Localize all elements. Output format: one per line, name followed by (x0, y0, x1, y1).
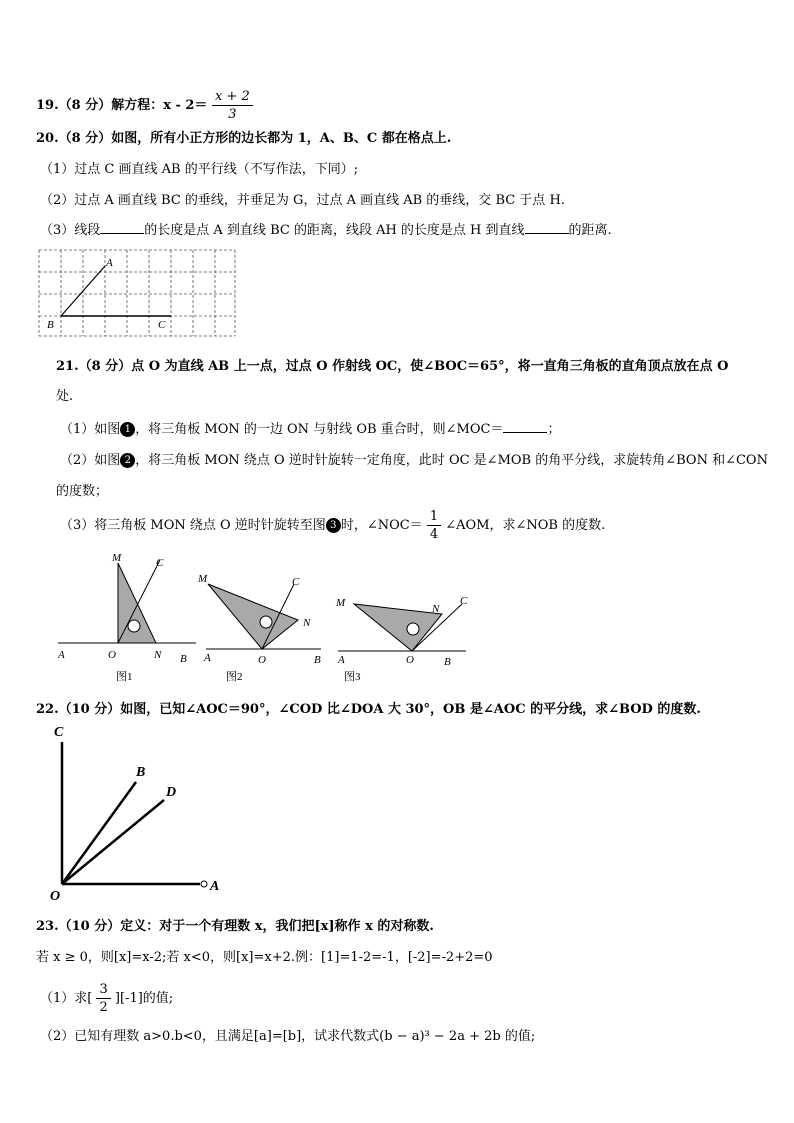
q23-frac-num: 3 (96, 983, 110, 999)
fig2-label-m: M (198, 573, 208, 585)
q21-frac-den: 4 (429, 527, 439, 542)
q21-head: 21.（8 分）点 O 为直线 AB 上一点，过点 O 作射线 OC，使∠BOC＝65°，将一直角三角板的直角顶点放在点 O (56, 359, 729, 374)
q22-label-d: D (166, 785, 177, 800)
q22-label-o: O (50, 889, 61, 900)
fig-number-badge: 2 (120, 453, 135, 468)
point-b-label: B (47, 319, 54, 331)
fig3-label-c: C (460, 595, 468, 607)
q19-fraction (212, 90, 253, 121)
q21-head2: 处. (56, 389, 74, 404)
q21-p1-b: ，将三角板 MON 的一边 ON 与射线 OB 重合时，则∠MOC＝ (135, 422, 504, 437)
fig-number-badge: 1 (120, 422, 135, 437)
q20-p3-c: 的距离. (568, 223, 612, 238)
q21-p2-cont: 的度数； (56, 484, 109, 499)
q23-p1-a: （1）求[ (40, 991, 93, 1006)
fig1-label-b: B (180, 653, 187, 665)
q21-p2-a: （2）如图 (60, 453, 121, 468)
fig1-label-m: M (112, 552, 122, 564)
fig2-label-a: A (204, 652, 211, 664)
fig3-label-b: B (444, 656, 451, 668)
q21-p2-b: ，将三角板 MON 绕点 O 逆时针旋转一定角度，此时 OC 是∠MOB 的角平分线，求旋转角∠BON 和∠CON (135, 453, 768, 468)
q21-figures (56, 548, 476, 688)
fig1-label-c: C (156, 557, 164, 569)
figure-1 (57, 552, 196, 683)
answer-blank (503, 422, 547, 433)
fig3-label-n: N (432, 603, 440, 615)
q19-frac-den: 3 (228, 107, 237, 122)
q20-grid-figure (38, 248, 238, 340)
point-c-label: C (158, 319, 166, 331)
point-a-label: A (106, 257, 113, 269)
q20-p1: （1）过点 C 画直线 AB 的平行线（不写作法，下同）; (40, 162, 359, 177)
fig2-label-c: C (292, 576, 300, 588)
q21-p1 (60, 418, 561, 437)
q20-head: 20.（8 分）如图，所有小正方形的边长都为 1，A、B、C 都在格点上. (36, 131, 452, 146)
fig3-label-m: M (336, 597, 346, 609)
q23-head: 23.（10 分）定义：对于一个有理数 x，我们把[x]称作 x 的对称数. (36, 919, 434, 934)
fig1-label-o: O (108, 649, 116, 661)
q23-p1-b: ][-1]的值; (114, 991, 174, 1006)
q22-head: 22.（10 分）如图，已知∠AOC＝90°，∠COD 比∠DOA 大 30°，OB 是∠AOC 的平分线，求∠BOD 的度数. (36, 702, 701, 717)
q21-fraction (427, 510, 441, 541)
q22-label-b: B (136, 765, 146, 780)
segment-ab (61, 266, 105, 316)
q20-p3-b: 的长度是点 A 到直线 BC 的距离，线段 AH 的长度是点 H 到直线 (144, 223, 525, 238)
q21-p3-a: （3）将三角板 MON 绕点 O 逆时针旋转至图 (60, 518, 326, 533)
q23-p1 (40, 983, 173, 1014)
q20-p3 (40, 219, 612, 238)
caption-fig1: 图1 (116, 671, 133, 683)
q23-p2: （2）已知有理数 a>0.b<0，且满足[a]=[b]，试求代数式(b − a)³ − 2a + 2b 的值; (40, 1029, 536, 1044)
caption-fig2: 图2 (226, 671, 243, 683)
q22-figure (44, 720, 244, 900)
q21-p3-c: ∠AOM，求∠NOB 的度数. (445, 518, 606, 533)
fig1-label-a: A (58, 649, 65, 661)
q23-fraction (96, 983, 110, 1014)
q23-frac-den: 2 (99, 1000, 108, 1015)
fig1-label-n: N (154, 649, 162, 661)
q23-def: 若 x ≥ 0，则[x]=x-2;若 x<0，则[x]=x+2.例：[1]=1-2=-1，[-2]=-2+2=0 (36, 950, 493, 965)
q21-p1-a: （1）如图 (60, 422, 121, 437)
q19-text: 19.（8 分）解方程：x - 2＝ (36, 98, 208, 113)
q21-frac-num: 1 (427, 510, 441, 526)
answer-blank (525, 223, 569, 234)
q21-p3-b: 时，∠NOC＝ (340, 518, 423, 533)
q21-p2 (60, 449, 768, 468)
caption-fig3: 图3 (344, 671, 361, 683)
q22-label-a: A (210, 879, 220, 894)
q22-label-c: C (54, 725, 64, 740)
q21-p3 (60, 510, 605, 541)
q20-p3-a: （3）线段 (40, 223, 101, 238)
fig3-label-o: O (406, 654, 414, 666)
fig2-label-n: N (303, 617, 311, 629)
q20-p2: （2）过点 A 画直线 BC 的垂线，并垂足为 G，过点 A 画直线 AB 的垂线，交 BC 于点 H. (40, 193, 565, 208)
fig2-label-o: O (258, 654, 266, 666)
fig3-label-a: A (338, 654, 345, 666)
fig2-label-b: B (314, 654, 321, 666)
figure-3 (335, 595, 468, 683)
answer-blank (100, 223, 144, 234)
fig-number-badge: 3 (326, 518, 341, 533)
q19-line (36, 90, 253, 121)
q19-frac-num: x + 2 (212, 90, 253, 106)
q21-p1-c: ； (547, 422, 561, 437)
figure-2 (197, 573, 321, 683)
